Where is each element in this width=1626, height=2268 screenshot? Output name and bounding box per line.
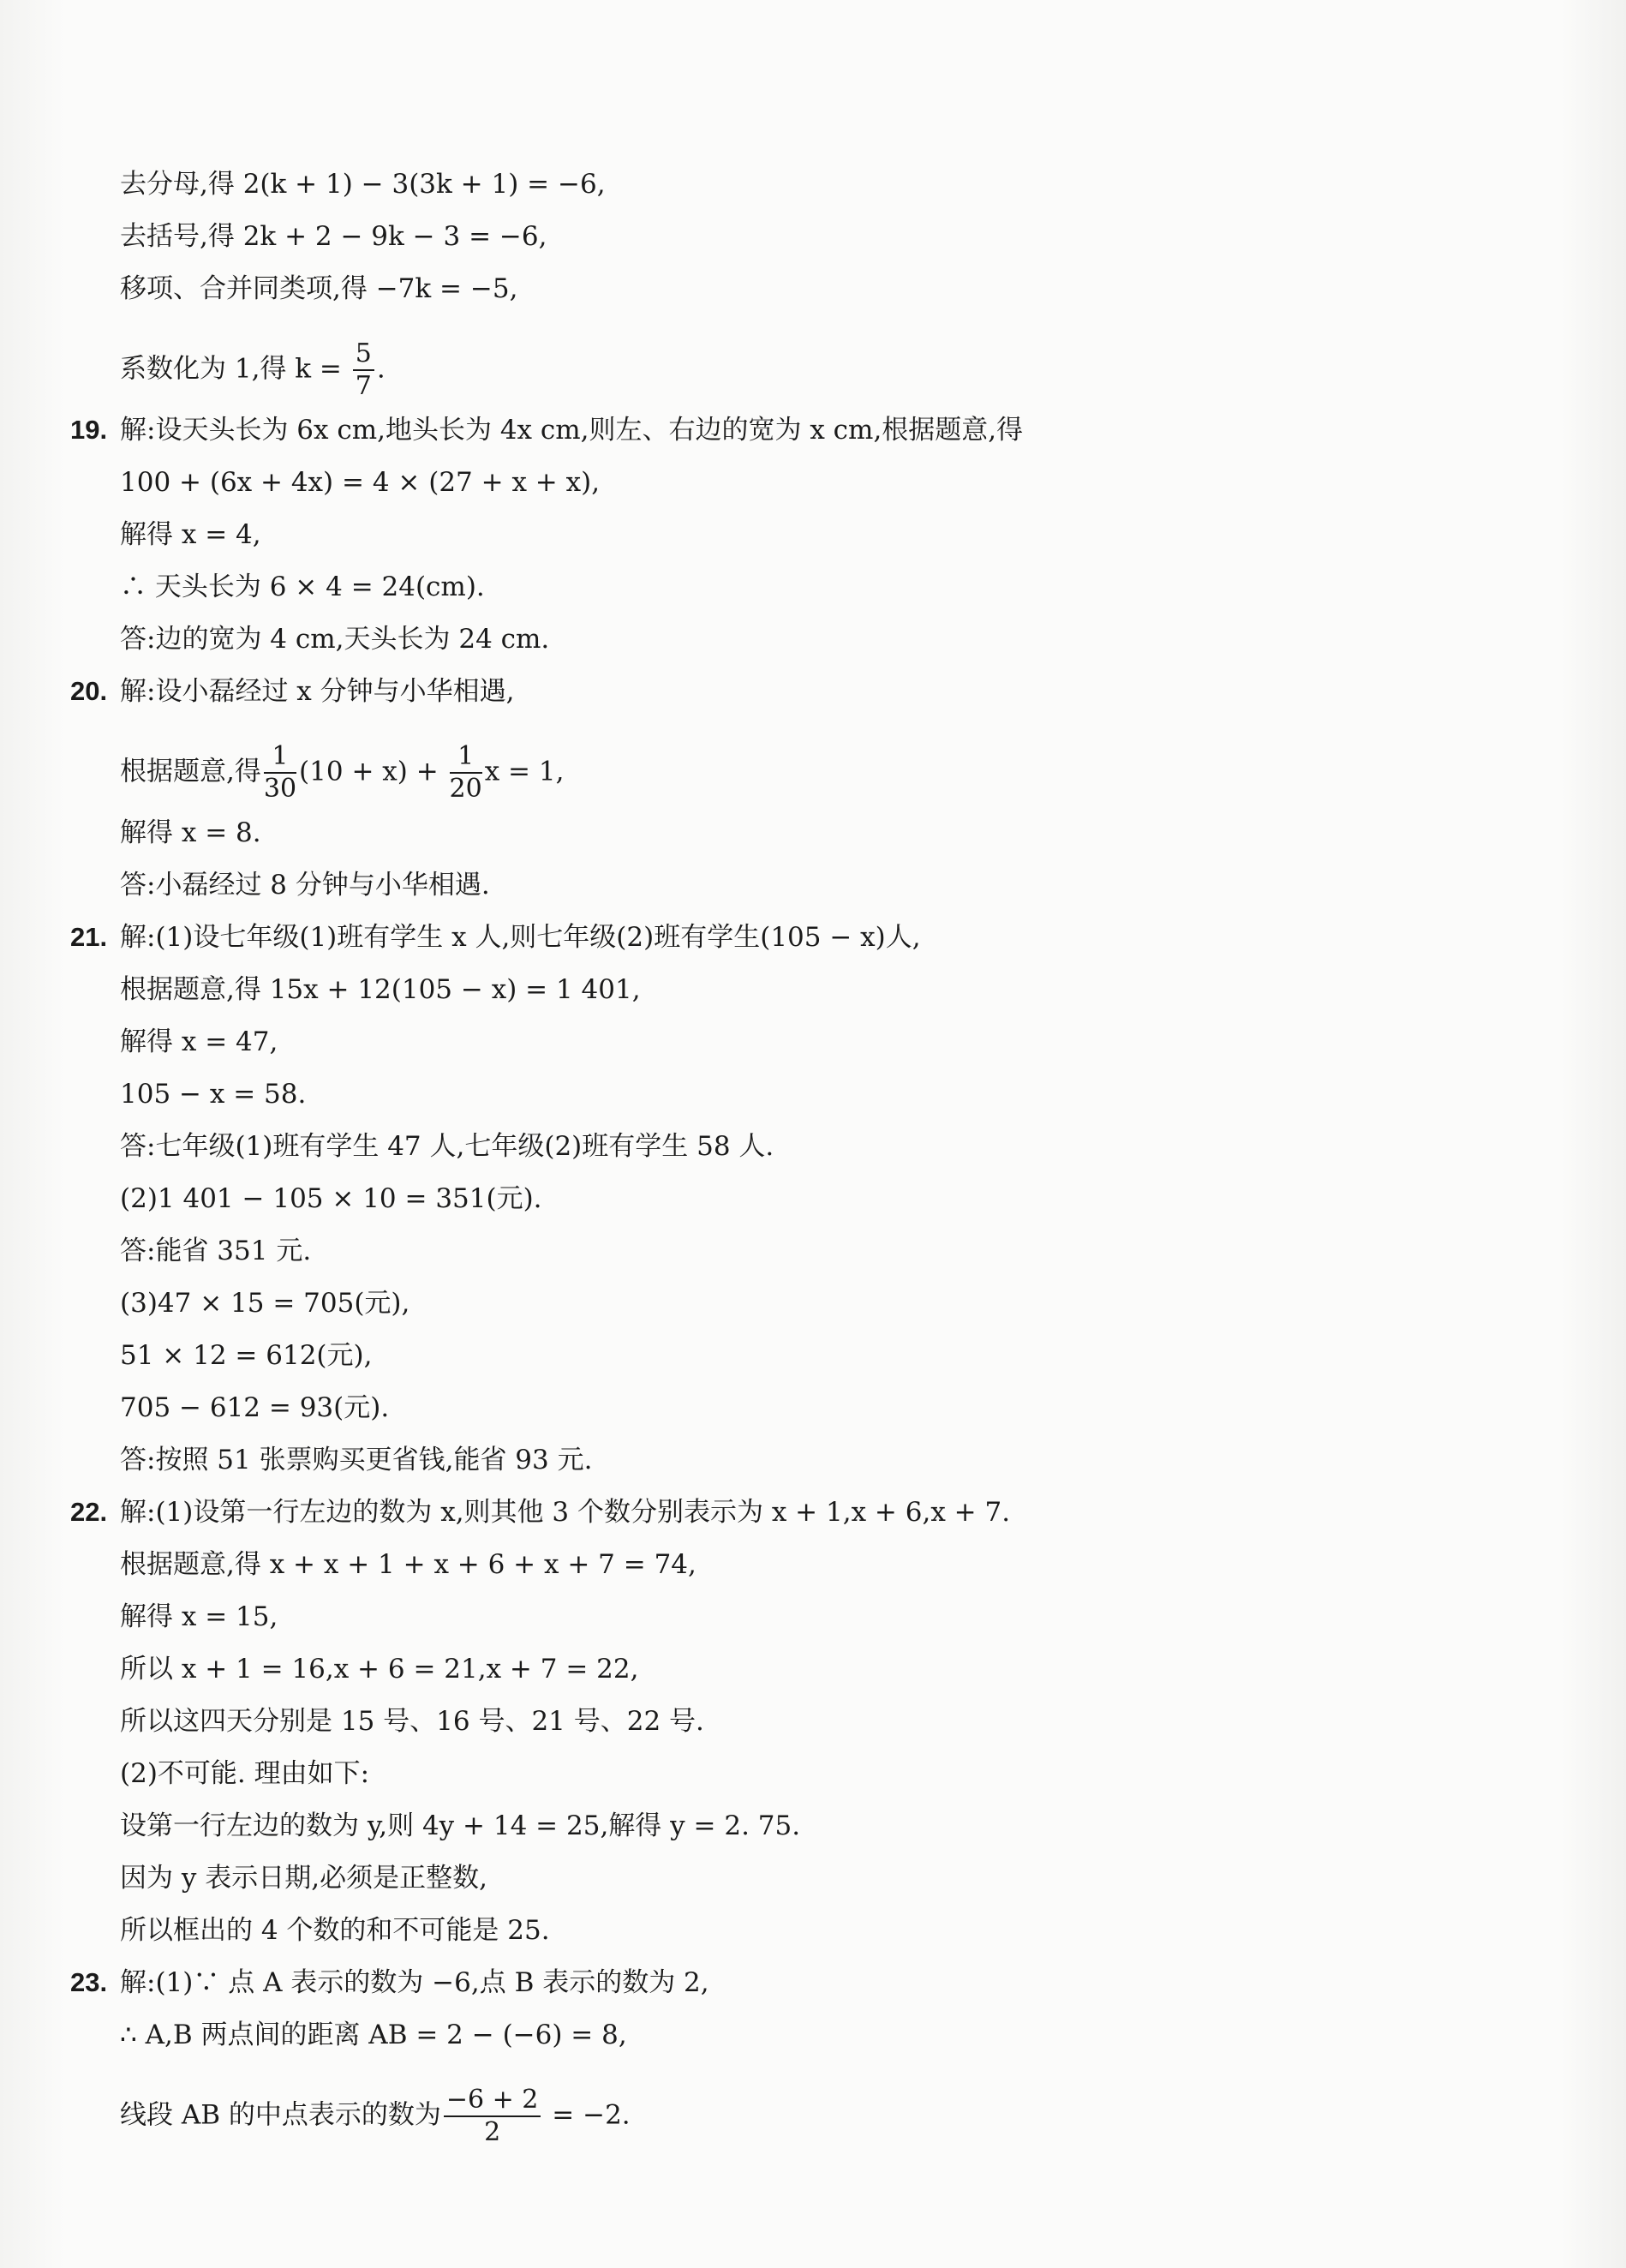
q21-line-7: 答:能省 351 元. <box>120 1236 312 1266</box>
q20-line-3: 解得 x = 8. <box>120 817 261 848</box>
q19-number: 19. <box>70 415 108 445</box>
q23-number: 23. <box>70 1967 108 1997</box>
q18-fraction-denominator: 7 <box>355 371 372 401</box>
q19-line-1: 解:设天头长为 6x cm,地头长为 4x cm,则左、右边的宽为 x cm,根据题意,得 <box>120 415 1024 446</box>
q22-line-1: 解:(1)设第一行左边的数为 x,则其他 3 个数分别表示为 x + 1,x + 6,x + 7. <box>120 1497 1011 1528</box>
q20-line-2-middle: (10 + x) + <box>299 756 447 787</box>
q21-line-1: 解:(1)设七年级(1)班有学生 x 人,则七年级(2)班有学生(105 − x)人, <box>120 922 921 953</box>
q20-number: 20. <box>70 676 108 706</box>
q18-line-3: 移项、合并同类项,得 −7k = −5, <box>120 273 518 304</box>
q23-fraction-numerator: −6 + 2 <box>444 2087 541 2117</box>
q20-line-1: 解:设小磊经过 x 分钟与小华相遇, <box>120 676 515 707</box>
q23-line-3-text: 线段 AB 的中点表示的数为 <box>120 2099 441 2131</box>
q23-line-3-end: = −2. <box>543 2099 631 2131</box>
q22-line-3: 解得 x = 15, <box>120 1601 278 1632</box>
q23-fraction <box>444 2087 541 2145</box>
q18-line-4 <box>120 338 386 401</box>
q18-line-1: 去分母,得 2(k + 1) − 3(3k + 1) = −6, <box>120 169 606 200</box>
q22-line-2: 根据题意,得 x + x + 1 + x + 6 + x + 7 = 74, <box>120 1549 696 1580</box>
q22-line-8: 因为 y 表示日期,必须是正整数, <box>120 1863 487 1894</box>
q19-line-5: 答:边的宽为 4 cm,天头长为 24 cm. <box>120 624 550 655</box>
q21-line-2: 根据题意,得 15x + 12(105 − x) = 1 401, <box>120 974 641 1005</box>
q19-line-3: 解得 x = 4, <box>120 519 261 550</box>
q20-line-4: 答:小磊经过 8 分钟与小华相遇. <box>120 870 490 901</box>
q20-fraction-2-numerator: 1 <box>450 744 482 774</box>
q20-fraction-2 <box>449 741 482 804</box>
q18-line-2: 去括号,得 2k + 2 − 9k − 3 = −6, <box>120 221 547 252</box>
q18-fraction-numerator: 5 <box>353 341 374 371</box>
q21-line-3: 解得 x = 47, <box>120 1026 278 1057</box>
q20-fraction-1 <box>263 741 297 804</box>
q21-line-6: (2)1 401 − 105 × 10 = 351(元). <box>120 1183 542 1214</box>
q21-line-4: 105 − x = 58. <box>120 1079 307 1110</box>
q18-line-4-text: 系数化为 1,得 k = <box>120 353 350 385</box>
q20-line-2-text: 根据题意,得 <box>120 756 261 787</box>
q22-line-9: 所以框出的 4 个数的和不可能是 25. <box>120 1915 550 1946</box>
q20-fraction-2-denominator: 20 <box>449 774 482 804</box>
q18-line-4-end: . <box>376 353 386 385</box>
q19-line-2: 100 + (6x + 4x) = 4 × (27 + x + x), <box>120 467 601 498</box>
q22-line-6: (2)不可能. 理由如下: <box>120 1758 370 1789</box>
q23-line-2: ∴ A,B 两点间的距离 AB = 2 − (−6) = 8, <box>120 2020 627 2050</box>
q22-line-4: 所以 x + 1 = 16,x + 6 = 21,x + 7 = 22, <box>120 1654 639 1685</box>
q23-line-3 <box>120 2087 631 2145</box>
q21-line-9: 51 × 12 = 612(元), <box>120 1340 373 1371</box>
q21-number: 21. <box>70 922 108 952</box>
q21-line-10: 705 − 612 = 93(元). <box>120 1392 390 1423</box>
q20-line-2 <box>120 741 565 804</box>
q22-number: 22. <box>70 1497 108 1527</box>
q23-fraction-denominator: 2 <box>484 2117 501 2147</box>
q18-fraction <box>353 338 374 401</box>
q21-line-5: 答:七年级(1)班有学生 47 人,七年级(2)班有学生 58 人. <box>120 1131 774 1162</box>
q21-line-8: (3)47 × 15 = 705(元), <box>120 1288 410 1319</box>
q23-line-1: 解:(1)∵ 点 A 表示的数为 −6,点 B 表示的数为 2, <box>120 1967 709 1998</box>
q19-line-4: ∴ 天头长为 6 × 4 = 24(cm). <box>120 571 485 602</box>
q22-line-7: 设第一行左边的数为 y,则 4y + 14 = 25,解得 y = 2. 75. <box>120 1810 801 1841</box>
q20-fraction-1-denominator: 30 <box>263 774 297 804</box>
q21-line-11: 答:按照 51 张票购买更省钱,能省 93 元. <box>120 1445 593 1475</box>
q20-fraction-1-numerator: 1 <box>264 744 296 774</box>
q22-line-5: 所以这四天分别是 15 号、16 号、21 号、22 号. <box>120 1706 704 1737</box>
q20-line-2-end: x = 1, <box>484 756 565 787</box>
